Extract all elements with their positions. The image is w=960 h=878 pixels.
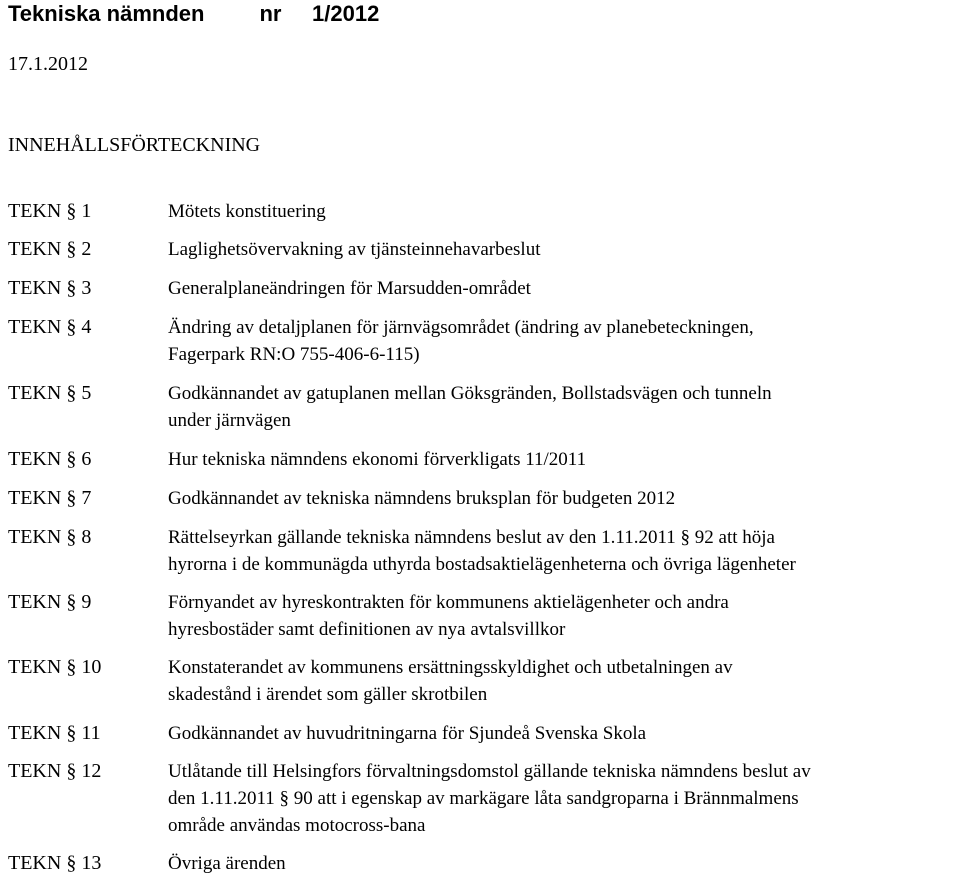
- toc-entry-title: [168, 850, 960, 877]
- toc-heading: INNEHÅLLSFÖRTECKNING: [8, 134, 261, 156]
- toc-entry-title-line: skadestånd i ärendet som gäller skrotbilen: [168, 684, 488, 705]
- toc-entry-title-line: Mötets konstituering: [168, 201, 326, 222]
- toc-entry-code: TEKN § 6: [8, 448, 92, 470]
- toc-entry-code: TEKN § 5: [8, 382, 92, 404]
- toc-entry-title-line: Godkännandet av huvudritningarna för Sjundeå Svenska Skola: [168, 723, 647, 744]
- toc-entry-title-line: Ändring av detaljplanen för järnvägsområdet (ändring av planebeteckningen,: [168, 317, 754, 338]
- toc-entry-title-line: Godkännandet av tekniska nämndens bruksplan för budgeten 2012: [168, 488, 676, 509]
- toc-entry-title-line: den 1.11.2011 § 90 att i egenskap av markägare låta sandgroparna i Brännmalmens: [168, 788, 799, 809]
- toc-entry-title: [168, 720, 960, 747]
- toc-entry-code: TEKN § 11: [8, 722, 101, 744]
- toc-entry-title: [168, 446, 960, 473]
- toc-entry-title-line: Fagerpark RN:O 755-406-6-115): [168, 344, 420, 365]
- toc-entry-title-line: Godkännandet av gatuplanen mellan Göksgränden, Bollstadsvägen och tunneln: [168, 383, 772, 404]
- committee-name: Tekniska nämnden: [8, 1, 205, 26]
- toc-entry-title: [168, 524, 960, 578]
- toc-entry-title-line: Övriga ärenden: [168, 853, 286, 874]
- toc-entry-title-line: Generalplaneändringen för Marsudden-området: [168, 278, 531, 299]
- toc-entry-title-line: under järnvägen: [168, 410, 291, 431]
- nr-label: nr: [259, 1, 282, 26]
- document-header: [8, 0, 379, 28]
- toc-entry-title-line: Utlåtande till Helsingfors förvaltningsdomstol gällande tekniska nämndens beslut av: [168, 761, 811, 782]
- toc-entry-code: TEKN § 10: [8, 656, 102, 678]
- meeting-date: 17.1.2012: [8, 53, 88, 75]
- toc-entry-title: [168, 275, 960, 302]
- toc-entry-title-line: Laglighetsövervakning av tjänsteinnehavarbeslut: [168, 239, 541, 260]
- toc-entry-title: [168, 380, 960, 434]
- toc-entry-code: TEKN § 8: [8, 526, 92, 548]
- toc-entry-title-line: Rättelseyrkan gällande tekniska nämndens beslut av den 1.11.2011 § 92 att höja: [168, 527, 775, 548]
- nr-value: 1/2012: [312, 1, 380, 26]
- toc-entry-title-line: Förnyandet av hyreskontrakten för kommunens aktielägenheter och andra: [168, 592, 729, 613]
- toc-entry-code: TEKN § 9: [8, 591, 92, 613]
- toc-entry-title-line: område användas motocross-bana: [168, 815, 426, 836]
- toc-entry-title-line: hyrorna i de kommunägda uthyrda bostadsaktielägenheterna och övriga lägenheter: [168, 554, 796, 575]
- toc-entry-code: TEKN § 2: [8, 238, 92, 260]
- toc-entry-code: TEKN § 4: [8, 316, 92, 338]
- toc-entry-code: TEKN § 3: [8, 277, 92, 299]
- toc-entry-title-line: Konstaterandet av kommunens ersättningsskyldighet och utbetalningen av: [168, 657, 733, 678]
- toc-entry-title: [168, 314, 960, 368]
- toc-entry-code: TEKN § 13: [8, 852, 102, 874]
- toc-entry-title-line: Hur tekniska nämndens ekonomi förverkligats 11/2011: [168, 449, 587, 470]
- toc-entry-title: [168, 758, 960, 839]
- toc-entry-code: TEKN § 12: [8, 760, 102, 782]
- toc-entry-title: [168, 236, 960, 263]
- toc-entry-title-line: hyresbostäder samt definitionen av nya avtalsvillkor: [168, 619, 566, 640]
- toc-entry-code: TEKN § 1: [8, 200, 92, 222]
- toc-entry-title: [168, 589, 960, 643]
- toc-entry-title: [168, 198, 960, 225]
- toc-entry-code: TEKN § 7: [8, 487, 92, 509]
- toc-entry-title: [168, 485, 960, 512]
- toc-entry-title: [168, 654, 960, 708]
